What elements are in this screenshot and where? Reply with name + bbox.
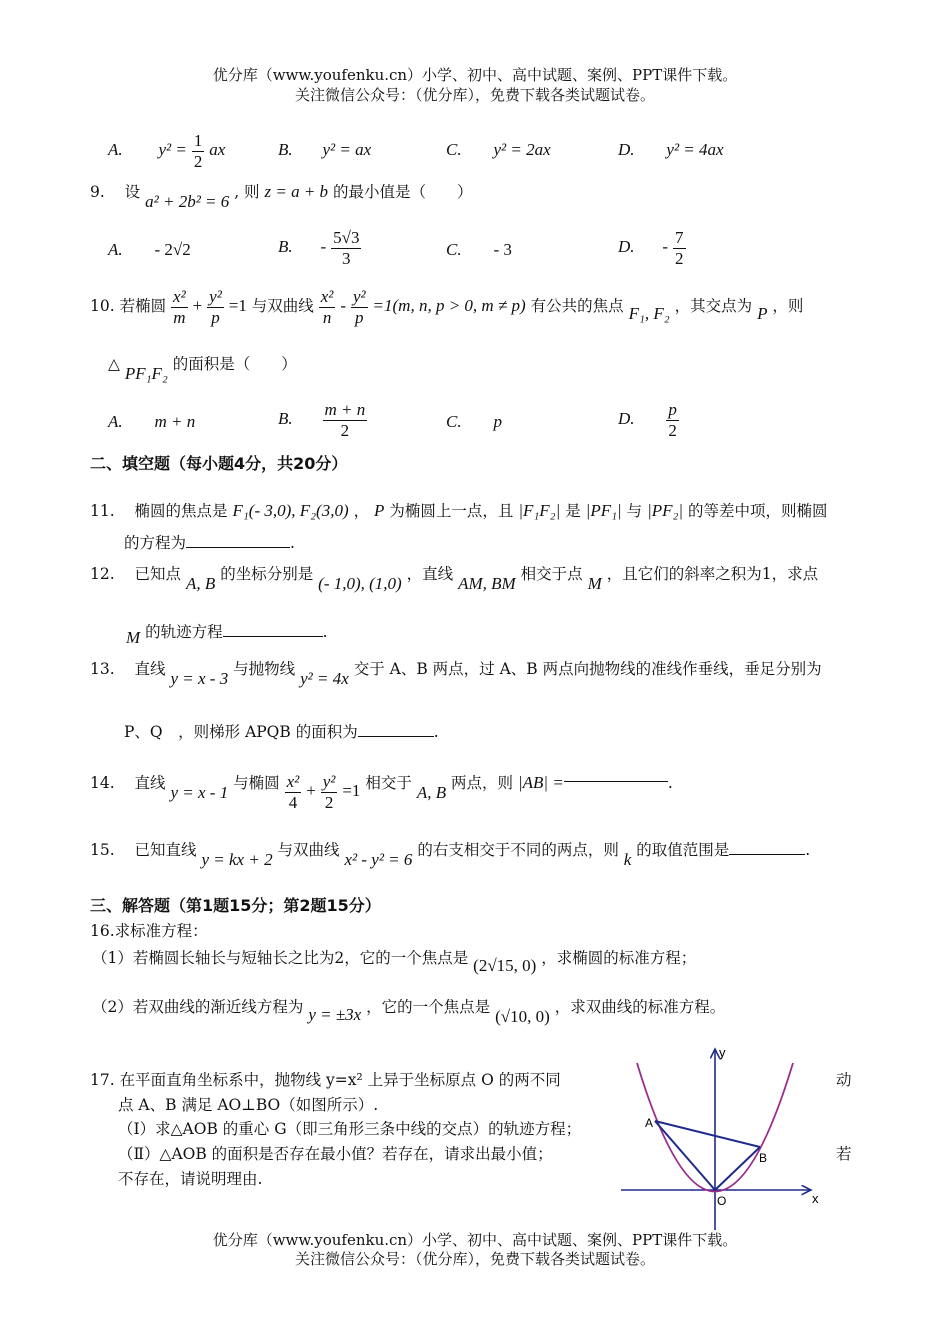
period: .: [805, 841, 811, 859]
question-number: 11.: [90, 502, 115, 520]
q13-parabola: y² = 4x: [300, 669, 349, 688]
q14-distance: |AB| =: [517, 773, 564, 793]
option-label: B.: [278, 140, 293, 159]
q9-target: z = a + b: [264, 182, 329, 201]
q11-text: ，: [353, 502, 370, 520]
x-axis-label: x: [812, 1191, 819, 1206]
q15-text: 的右支相交于不同的两点，则: [417, 841, 619, 859]
q13-stem: [90, 657, 822, 688]
q16-focus: (√10, 0): [495, 1007, 550, 1026]
operator: +: [192, 296, 203, 316]
option-expr: y² = 2ax: [493, 140, 551, 159]
q9-text: 设: [124, 183, 141, 201]
q11-text: 椭圆的焦点是: [134, 502, 228, 520]
q9-option-b: [278, 228, 361, 268]
segment-ob: [715, 1147, 760, 1190]
q15-k: k: [623, 850, 632, 869]
parabola-figure: [615, 1045, 830, 1235]
fraction: $\frac{\text{x²}}{4}$: [286, 772, 300, 812]
q10-line2: [108, 352, 297, 383]
point-a-label: A: [645, 1116, 654, 1130]
question-number: 15.: [90, 841, 115, 859]
q13-line: y = x - 3: [170, 669, 229, 688]
q16-focus: (2√15, 0): [473, 956, 537, 975]
option-label: B.: [278, 237, 293, 257]
q16-part1: [92, 946, 697, 975]
q9-text: 的最小值是（ ）: [333, 183, 473, 201]
fraction: $\frac{\text{y²}}{2}$: [322, 772, 336, 812]
q10-text: 若椭圆: [119, 297, 167, 316]
q9-condition: a² + 2b² = 6: [145, 192, 230, 211]
q10-condition: =1(m, n, p > 0, m ≠ p): [372, 296, 526, 316]
question-number: 12.: [90, 565, 115, 583]
period: .: [667, 774, 673, 793]
q11-distance: |PF₁|: [585, 501, 622, 520]
q11-text: 的等差中项，则椭圆: [688, 502, 828, 520]
option-label: D.: [618, 409, 635, 429]
q10-text: 的面积是（ ）: [172, 355, 297, 373]
q10-option-c: [446, 412, 502, 432]
q16-asymptote: y = ±3x: [308, 1005, 362, 1024]
q13-line2: [124, 720, 439, 742]
q17-line5: 不存在，请说明理由.: [118, 1170, 263, 1188]
q12-text: ，且它们的斜率之积为1，求点: [606, 565, 819, 583]
answer-blank[interactable]: [729, 840, 805, 855]
q13-text: 交于 A、B 两点，过 A、B 两点向抛物线的准线作垂线，垂足分别为: [353, 660, 822, 678]
origin-label: O: [717, 1194, 727, 1208]
option-expr: - 2√2: [154, 240, 191, 259]
fraction: $\frac{\text{x²}}{m}$: [173, 287, 186, 327]
q14-text: 与椭圆: [233, 774, 280, 793]
q11-text: 为椭圆上一点，且: [389, 502, 514, 520]
q12-lines: AM, BM: [458, 574, 516, 593]
fraction: $\frac{1}{2}$: [193, 131, 203, 171]
option-expr: p: [493, 412, 502, 431]
option-sign: -: [662, 237, 669, 257]
q15-hyperbola: x² - y² = 6: [344, 850, 413, 869]
footer-line-1: 优分库（www.youfenku.cn）小学、初中、高中试题、案例、PPT课件下载。: [212, 1231, 738, 1249]
q11-stem: [90, 499, 828, 521]
option-sign: -: [320, 237, 327, 257]
q10-text: ，其交点为: [674, 297, 753, 316]
q8-option-d: [618, 140, 724, 160]
header-line-1: 优分库（www.youfenku.cn）小学、初中、高中试题、案例、PPT课件下载。: [212, 66, 738, 84]
equals: =1: [228, 296, 247, 316]
question-number: 10.: [90, 297, 115, 316]
q14-text: 直线: [134, 774, 166, 793]
q10-text: 与双曲线: [251, 297, 314, 316]
answer-blank[interactable]: [186, 533, 290, 548]
q12-text: 的轨迹方程: [145, 623, 223, 641]
equals: =1: [342, 781, 361, 801]
q15-text: 与双曲线: [277, 841, 340, 859]
q12-points: A, B: [185, 574, 216, 593]
answer-blank[interactable]: [223, 622, 323, 637]
q17-line1-tail: 动: [836, 1071, 852, 1089]
q13-text: P、Q ，则梯形 APQB 的面积为: [124, 723, 358, 741]
section-2-title: 二、填空题（每小题4分，共20分）: [90, 454, 348, 473]
q10-point: P: [757, 304, 768, 324]
q15-text: 的取值范围是: [636, 841, 730, 859]
option-expr: y² = ax: [322, 140, 372, 159]
q16-text: ，它的一个焦点是: [366, 998, 491, 1016]
answer-blank[interactable]: [358, 722, 434, 737]
segment-oa: [655, 1121, 715, 1190]
question-number: 9.: [90, 183, 105, 201]
q12-line2: [126, 620, 328, 647]
q13-text: 与抛物线: [233, 660, 296, 678]
q11-text: 是: [565, 502, 581, 520]
q10-text: ，则: [772, 297, 804, 316]
q9-option-c: [446, 240, 512, 260]
q16-title: 16.求标准方程：: [90, 922, 208, 940]
q11-foci: F₁(- 3,0), F₂(3,0): [232, 501, 349, 520]
q16-text: ，求双曲线的标准方程。: [554, 998, 726, 1016]
q9-option-a: [108, 240, 191, 260]
answer-blank[interactable]: [564, 781, 668, 782]
option-expr: y² = 4ax: [666, 140, 724, 159]
option-label: C.: [446, 412, 462, 431]
question-number: 13.: [90, 660, 115, 678]
q9-option-d: [618, 228, 686, 268]
question-number: 14.: [90, 774, 115, 793]
period: .: [433, 723, 439, 741]
q10-text: 有公共的焦点: [530, 297, 624, 316]
option-label: D.: [618, 140, 635, 159]
q11-point: P: [374, 501, 385, 520]
q14-text: 相交于: [365, 774, 412, 793]
q12-text: 已知点: [134, 565, 182, 583]
q16-part2: [92, 995, 726, 1026]
fraction: $\frac{\text{y²}}{p}$: [352, 287, 366, 327]
q12-text: 相交于点: [520, 565, 583, 583]
fraction: $\frac{\text{x²}}{n}$: [320, 287, 334, 327]
triangle-name: PF₁F₂: [124, 364, 168, 383]
q14-stem: [90, 764, 673, 812]
q8-option-c: [446, 140, 551, 160]
question-number: 17.: [90, 1071, 115, 1089]
fraction: $\frac{7}{2}$: [675, 228, 684, 268]
q10-option-d: [618, 400, 679, 440]
q15-line: y = kx + 2: [201, 850, 273, 869]
segment-ab: [655, 1121, 760, 1147]
q9-stem: [90, 180, 473, 211]
q11-distance: |F₁F₂|: [518, 501, 561, 520]
fraction: $\frac{p}{2}$: [668, 400, 677, 440]
y-axis-label: y: [719, 1045, 726, 1060]
option-label: C.: [446, 140, 462, 159]
q12-text: 的坐标分别是: [220, 565, 314, 583]
q14-points: A, B: [416, 783, 447, 803]
q17-line3: （Ⅰ）求△AOB 的重心 G（即三角形三条中线的交点）的轨迹方程；: [118, 1120, 582, 1138]
fraction: $\frac{m + n}{2}$: [324, 400, 366, 440]
q9-text: , 则: [234, 183, 260, 201]
q17-line4: （Ⅱ）△AOB 的面积是否存在最小值？若存在，请求出最小值；: [118, 1145, 553, 1163]
q14-text: 两点，则: [451, 774, 514, 793]
q11-line2: [124, 531, 295, 553]
footer-line-2: 关注微信公众号：（优分库），免费下载各类试题试卷。: [294, 1250, 655, 1268]
q15-stem: [90, 838, 811, 869]
q15-text: 已知直线: [134, 841, 197, 859]
q11-text: 与: [626, 502, 643, 520]
q8-option-a: [108, 131, 225, 171]
q16-text: （2）若双曲线的渐近线方程为: [92, 998, 304, 1016]
q12-coords: (- 1,0), (1,0): [318, 574, 402, 593]
period: .: [290, 534, 295, 552]
q17-line1: [90, 1068, 561, 1090]
triangle-symbol: △: [108, 355, 120, 373]
q13-text: 直线: [134, 660, 166, 678]
q8-option-b: [278, 140, 371, 160]
option-label: A.: [108, 240, 123, 259]
q10-option-b: [278, 400, 367, 440]
q11-text: 的方程为: [124, 534, 187, 552]
q11-distance: |PF₂|: [647, 501, 684, 520]
option-expr: y² =: [158, 140, 187, 160]
header-line-2: 关注微信公众号：（优分库），免费下载各类试题试卷。: [294, 86, 655, 104]
q12-text: ，直线: [406, 565, 454, 583]
q12-point-m: M: [126, 628, 141, 647]
q16-text: ，求椭圆的标准方程；: [541, 949, 697, 967]
q17-line2: 点 A、B 满足 AO⊥BO（如图所示）.: [118, 1096, 379, 1114]
q10-stem: [90, 287, 803, 327]
option-label: B.: [278, 409, 293, 429]
operator: +: [306, 781, 316, 801]
q10-option-a: [108, 412, 195, 432]
option-expr: m + n: [154, 412, 196, 431]
option-label: C.: [446, 240, 462, 259]
q12-stem: [90, 562, 819, 593]
fraction: $\frac{5√3}{3}$: [333, 228, 360, 268]
q10-foci: F₁, F₂: [628, 304, 670, 324]
q17-line4-tail: 若: [836, 1145, 852, 1163]
q17-text: 在平面直角坐标系中，抛物线 y=x² 上异于坐标原点 O 的两不同: [119, 1071, 561, 1089]
option-label: A.: [108, 412, 123, 431]
q12-point-m: M: [587, 574, 602, 593]
option-expr: ax: [209, 140, 226, 160]
option-label: A.: [108, 140, 123, 160]
point-b-label: B: [759, 1151, 768, 1165]
q16-text: （1）若椭圆长轴长与短轴长之比为2，它的一个焦点是: [92, 949, 469, 967]
section-3-title: 三、解答题（第1题15分；第2题15分）: [90, 896, 381, 915]
operator: -: [340, 296, 347, 316]
fraction: $\frac{\text{y²}}{p}$: [209, 287, 222, 327]
q14-line: y = x - 1: [170, 783, 229, 803]
option-label: D.: [618, 237, 635, 257]
period: .: [322, 623, 328, 641]
option-expr: - 3: [493, 240, 512, 259]
